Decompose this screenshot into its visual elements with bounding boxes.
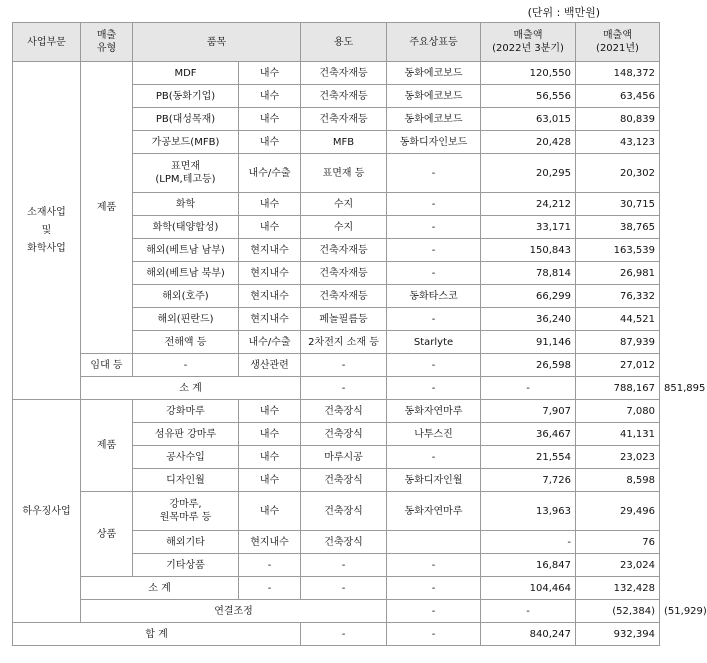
table-cell: 내수 [239, 423, 301, 446]
table-cell: 63,015 [481, 108, 576, 131]
table-cell: 87,939 [576, 331, 660, 354]
table-cell: 소 계 [81, 377, 301, 400]
table-cell: 41,131 [576, 423, 660, 446]
table-cell: 건축장식 [301, 423, 387, 446]
table-cell: - [387, 193, 481, 216]
table-cell: 788,167 [576, 377, 660, 400]
table-cell: (52,384) [576, 600, 660, 623]
table-cell: 23,023 [576, 446, 660, 469]
table-cell: 76,332 [576, 285, 660, 308]
table-cell: 내수 [239, 446, 301, 469]
table-cell: 26,981 [576, 262, 660, 285]
unit-label: (단위 : 백만원) [527, 6, 600, 19]
table-cell: 전해액 등 [133, 331, 239, 354]
table-cell: - [387, 354, 481, 377]
table-cell: 건축자재등 [301, 62, 387, 85]
table-cell: 동화에코보드 [387, 62, 481, 85]
table-cell: 56,556 [481, 85, 576, 108]
table-cell: 8,598 [576, 469, 660, 492]
table-cell: 동화디자인보드 [387, 131, 481, 154]
table-cell: - [481, 377, 576, 400]
division-housing: 하우징사업 [13, 400, 81, 623]
table-cell: 63,456 [576, 85, 660, 108]
table-cell: 16,847 [481, 554, 576, 577]
table-cell: - [387, 377, 481, 400]
table-row [13, 62, 660, 85]
table-cell: - [301, 577, 387, 600]
table-cell: 132,428 [576, 577, 660, 600]
table-cell: 20,302 [576, 154, 660, 193]
table-cell: 디자인월 [133, 469, 239, 492]
table-cell: 합 계 [13, 623, 301, 646]
table-cell: 공사수입 [133, 446, 239, 469]
header-division: 사업부문 [13, 23, 81, 62]
table-row-consolidation: 연결조정 - - (52,384) (51,929) [13, 600, 660, 623]
table-cell: PB(대성목재) [133, 108, 239, 131]
table-cell: 30,715 [576, 193, 660, 216]
table-cell: 2차전지 소재 등 [301, 331, 387, 354]
table-row-total [13, 623, 660, 646]
table-cell: 동화에코보드 [387, 108, 481, 131]
sales-type-product: 제품 [81, 62, 133, 354]
table-cell: 20,295 [481, 154, 576, 193]
table-cell: 나투스진 [387, 423, 481, 446]
table-cell: 76 [576, 531, 660, 554]
table-cell: - [387, 623, 481, 646]
table-cell: 화학 [133, 193, 239, 216]
table-cell: 36,240 [481, 308, 576, 331]
table-row [13, 492, 660, 531]
table-cell: 건축장식 [301, 492, 387, 531]
table-cell: 임대 등 [81, 354, 133, 377]
table-cell: - [387, 154, 481, 193]
table-row-lease [13, 354, 660, 377]
table-cell: 표면재 (LPM,테고등) [133, 154, 239, 193]
header-brand: 주요상표등 [387, 23, 481, 62]
table-cell: - [387, 577, 481, 600]
table-cell: - [239, 554, 301, 577]
table-cell: 건축장식 [301, 400, 387, 423]
table-cell: PB(동화기업) [133, 85, 239, 108]
table-row-subtotal: 소 계 - - - 788,167 851,895 [13, 377, 660, 400]
table-cell: 36,467 [481, 423, 576, 446]
table-cell: 내수/수출 [239, 331, 301, 354]
table-cell: 강마루, 원목마루 등 [133, 492, 239, 531]
header-sales-2022: 매출액 (2022년 3분기) [481, 23, 576, 62]
table-cell: 44,521 [576, 308, 660, 331]
header-sales-type: 매출 유형 [81, 23, 133, 62]
table-cell: 건축장식 [301, 469, 387, 492]
table-cell: 24,212 [481, 193, 576, 216]
table-cell: 동화에코보드 [387, 85, 481, 108]
table-cell: 해외(호주) [133, 285, 239, 308]
table-cell: 화학(태양합성) [133, 216, 239, 239]
table-cell: 163,539 [576, 239, 660, 262]
sales-type-goods: 상품 [81, 492, 133, 577]
table-cell: - [387, 308, 481, 331]
sales-type-product: 제품 [81, 400, 133, 492]
table-cell: 120,550 [481, 62, 576, 85]
table-cell: 33,171 [481, 216, 576, 239]
table-cell: - [481, 600, 576, 623]
table-cell: 38,765 [576, 216, 660, 239]
sales-table [12, 22, 707, 646]
table-cell: 78,814 [481, 262, 576, 285]
table-cell: 건축자재등 [301, 239, 387, 262]
table-cell: 해외기타 [133, 531, 239, 554]
table-cell: 내수 [239, 62, 301, 85]
table-cell: 건축자재등 [301, 108, 387, 131]
table-cell: - [301, 554, 387, 577]
table-cell: 내수 [239, 469, 301, 492]
table-cell: 27,012 [576, 354, 660, 377]
table-cell: 91,146 [481, 331, 576, 354]
table-cell: 소 계 [81, 577, 239, 600]
table-cell: - [387, 600, 481, 623]
table-cell: 건축자재등 [301, 285, 387, 308]
table-cell: 해외(핀란드) [133, 308, 239, 331]
table-cell: 동화디자인월 [387, 469, 481, 492]
table-cell: 7,080 [576, 400, 660, 423]
table-cell: 13,963 [481, 492, 576, 531]
table-cell: 104,464 [481, 577, 576, 600]
table-cell: 150,843 [481, 239, 576, 262]
table-cell: 동화타스코 [387, 285, 481, 308]
header-item: 품목 [133, 23, 301, 62]
table-cell: - [387, 216, 481, 239]
table-cell: 내수 [239, 492, 301, 531]
table-cell: 생산관련 [239, 354, 301, 377]
table-cell: 해외(베트남 북부) [133, 262, 239, 285]
table-cell: 수지 [301, 193, 387, 216]
table-cell: 건축자재등 [301, 85, 387, 108]
table-cell: 마루시공 [301, 446, 387, 469]
header-usage: 용도 [301, 23, 387, 62]
table-cell: 동화자연마루 [387, 492, 481, 531]
header-sales-2021: 매출액 (2021년) [576, 23, 660, 62]
table-cell: 연결조정 [81, 600, 387, 623]
table-cell: 840,247 [481, 623, 576, 646]
table-cell: 20,428 [481, 131, 576, 154]
table-cell: 현지내수 [239, 239, 301, 262]
table-cell: - [481, 531, 576, 554]
table-cell: MFB [301, 131, 387, 154]
table-row [13, 400, 660, 423]
table-cell: 페놀필름등 [301, 308, 387, 331]
table-cell: Starlyte [387, 331, 481, 354]
table-cell: 80,839 [576, 108, 660, 131]
table-cell: 동화자연마루 [387, 400, 481, 423]
table-cell: 43,123 [576, 131, 660, 154]
table-cell: - [133, 354, 239, 377]
table-cell: 26,598 [481, 354, 576, 377]
table-cell: 내수 [239, 400, 301, 423]
table-cell: 내수 [239, 108, 301, 131]
table-cell: 강화마루 [133, 400, 239, 423]
table-cell: 내수 [239, 216, 301, 239]
table-cell: 현지내수 [239, 285, 301, 308]
table-cell: 가공보드(MFB) [133, 131, 239, 154]
table-cell: 표면재 등 [301, 154, 387, 193]
table-cell: 148,372 [576, 62, 660, 85]
table-cell: 섬유판 강마루 [133, 423, 239, 446]
table-row-subtotal [13, 577, 660, 600]
division-materials: 소재사업 및 화학사업 [13, 62, 81, 400]
header-row [13, 23, 660, 62]
table-cell: - [387, 446, 481, 469]
table-cell: 7,907 [481, 400, 576, 423]
table-cell: 21,554 [481, 446, 576, 469]
table-cell: MDF [133, 62, 239, 85]
table-cell: 23,024 [576, 554, 660, 577]
table-cell: 현지내수 [239, 262, 301, 285]
table-cell: - [301, 623, 387, 646]
table-cell: 66,299 [481, 285, 576, 308]
table-cell: - [301, 354, 387, 377]
table-cell: 건축장식 [301, 531, 387, 554]
table-cell: - [239, 577, 301, 600]
table-cell: 건축자재등 [301, 262, 387, 285]
table-cell: 내수 [239, 193, 301, 216]
table-cell: 내수/수출 [239, 154, 301, 193]
table-cell: - [387, 239, 481, 262]
table-cell: 932,394 [576, 623, 660, 646]
table-cell: 수지 [301, 216, 387, 239]
table-cell: 29,496 [576, 492, 660, 531]
table-cell: 내수 [239, 131, 301, 154]
table-cell: 기타상품 [133, 554, 239, 577]
table-cell: - [301, 377, 387, 400]
table-cell: 현지내수 [239, 308, 301, 331]
table-cell: 7,726 [481, 469, 576, 492]
table-cell: 현지내수 [239, 531, 301, 554]
table-cell: - [387, 262, 481, 285]
table-cell: - [387, 554, 481, 577]
table-cell: 내수 [239, 85, 301, 108]
table-cell [387, 531, 481, 554]
table-cell: 해외(베트남 남부) [133, 239, 239, 262]
